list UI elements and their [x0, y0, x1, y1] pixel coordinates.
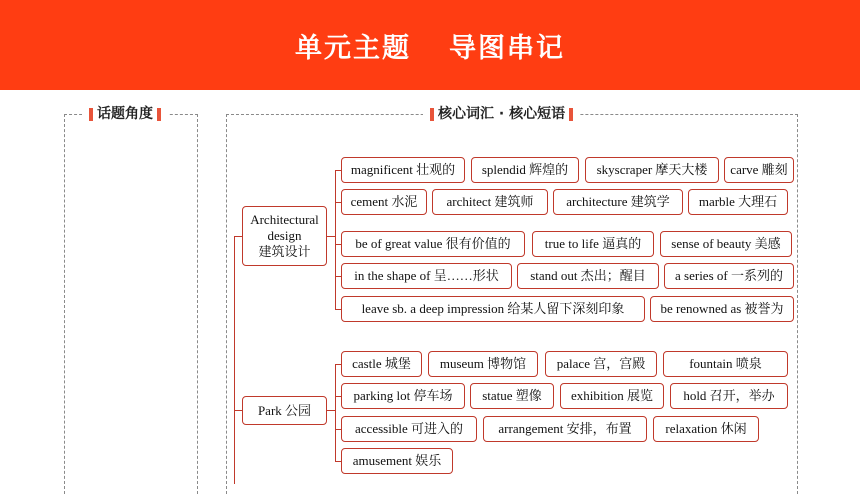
topic-angle-panel	[64, 106, 198, 494]
vocab-item: relaxation 休闲	[653, 416, 759, 442]
vocab-item: architect 建筑师	[432, 189, 548, 215]
vocab-item: exhibition 展览	[560, 383, 664, 409]
vocab-item: statue 塑像	[470, 383, 554, 409]
vocab-item: sense of beauty 美感	[660, 231, 792, 257]
vocab-item: palace 宫，宫殿	[545, 351, 657, 377]
vocab-item: hold 召开，举办	[670, 383, 788, 409]
connector	[335, 364, 336, 462]
vocab-item: parking lot 停车场	[341, 383, 465, 409]
main-connector	[234, 236, 235, 484]
vocab-item: be of great value 很有价值的	[341, 231, 525, 257]
connector	[234, 236, 242, 237]
title-left: 单元主题	[295, 32, 411, 64]
vocab-item: true to life 逼真的	[532, 231, 654, 257]
label-bar-icon	[157, 108, 161, 121]
label-bar-icon	[430, 108, 434, 121]
category-architectural-design: Architectural design 建筑设计	[242, 206, 327, 266]
label-bar-icon	[89, 108, 93, 121]
vocab-item: skyscraper 摩天大楼	[585, 157, 719, 183]
vocab-item: splendid 辉煌的	[471, 157, 579, 183]
vocab-item: cement 水泥	[341, 189, 427, 215]
title-right: 导图串记	[449, 32, 565, 64]
vocab-item: arrangement 安排，布置	[483, 416, 647, 442]
vocab-item: accessible 可进入的	[341, 416, 477, 442]
vocab-item: amusement 娱乐	[341, 448, 453, 474]
topic-angle-label: 话题角度	[82, 103, 168, 125]
vocab-item: fountain 喷泉	[663, 351, 788, 377]
vocab-item: castle 城堡	[341, 351, 422, 377]
vocabulary-label: 核心词汇 · 核心短语	[423, 103, 580, 125]
label-bar-icon	[569, 108, 573, 121]
vocab-item: a series of 一系列的	[664, 263, 794, 289]
vocab-item: architecture 建筑学	[553, 189, 683, 215]
connector	[327, 236, 335, 237]
vocab-item: stand out 杰出；醒目	[517, 263, 659, 289]
vocab-item: museum 博物馆	[428, 351, 538, 377]
vocab-item: magnificent 壮观的	[341, 157, 465, 183]
connector	[234, 410, 242, 411]
vocab-item: carve 雕刻	[724, 157, 794, 183]
page-title	[0, 0, 860, 90]
vocab-item: leave sb. a deep impression 给某人留下深刻印象	[341, 296, 645, 322]
vocab-item: marble 大理石	[688, 189, 788, 215]
connector	[335, 170, 336, 310]
vocab-item: in the shape of 呈……形状	[341, 263, 512, 289]
vocab-item: be renowned as 被誉为	[650, 296, 794, 322]
connector	[327, 410, 335, 411]
category-park: Park 公园	[242, 396, 327, 425]
